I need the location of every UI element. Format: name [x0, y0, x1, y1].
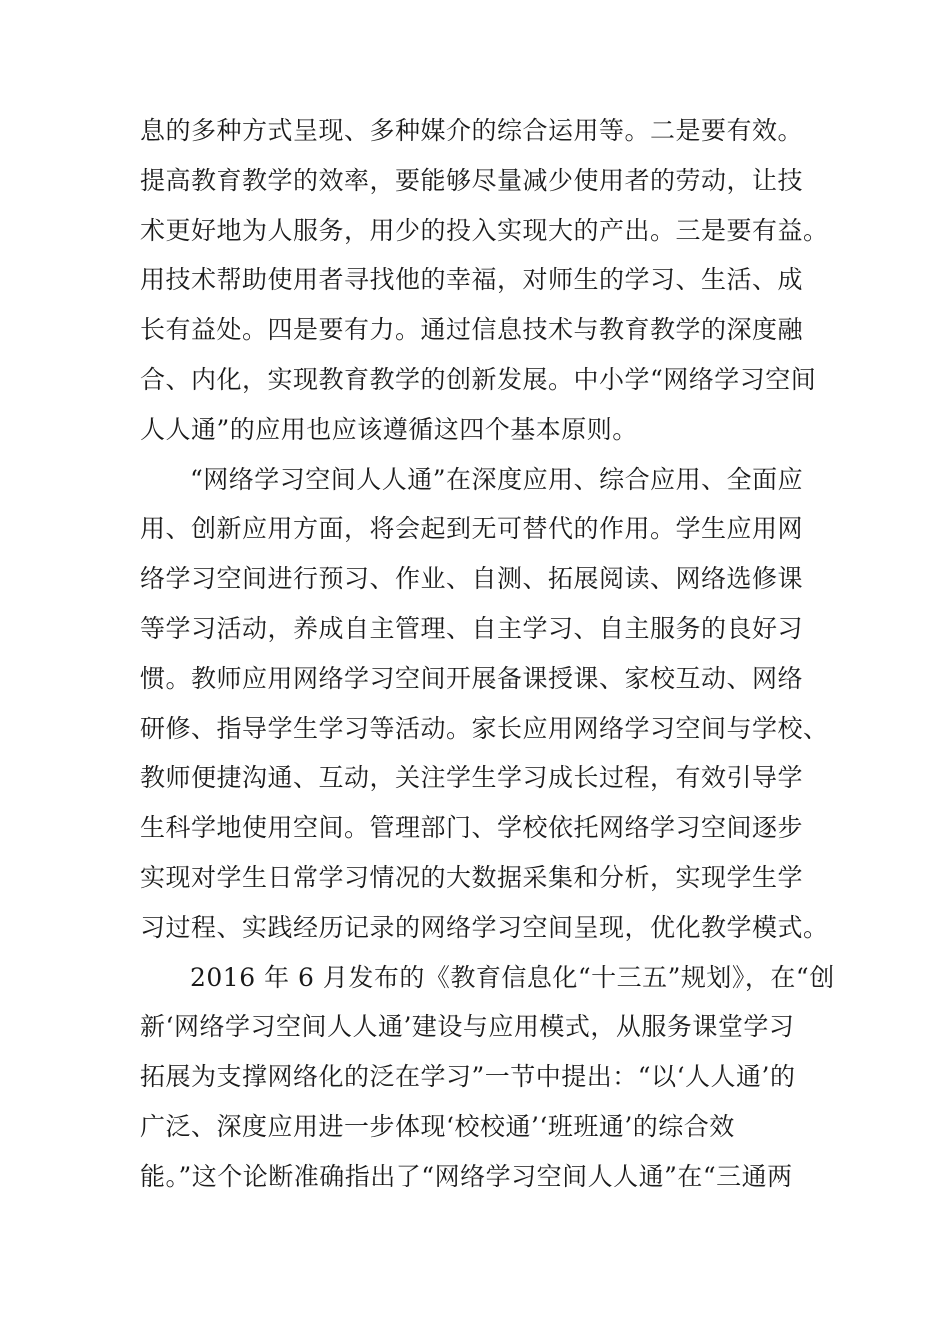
text-line: 合、内化，实现教育教学的创新发展。中小学“网络学习空间 [140, 364, 817, 394]
text-line: 研修、指导学生学习等活动。家长应用网络学习空间与学校、 [140, 713, 829, 743]
text-line: 术更好地为人服务，用少的投入实现大的产出。三是要有益。 [140, 215, 829, 245]
text-line: 提高教育教学的效率，要能够尽量减少使用者的劳动，让技 [140, 165, 804, 195]
text-line: 广泛、深度应用进一步体现‘校校通’‘班班通’的综合效 [140, 1111, 735, 1141]
text-line: 教师便捷沟通、互动，关注学生学习成长过程，有效引导学 [140, 763, 804, 793]
text-line: 新‘网络学习空间人人通’建设与应用模式，从服务课堂学习 [140, 1012, 795, 1042]
paragraph-first-line: “网络学习空间人人通”在深度应用、综合应用、全面应 [190, 464, 804, 494]
text-line: 等学习活动，养成自主管理、自主学习、自主服务的良好习 [140, 613, 804, 643]
text-line: 实现对学生日常学习情况的大数据采集和分析，实现学生学 [140, 862, 804, 892]
text-line: 人人通”的应用也应该遵循这四个基本原则。 [140, 414, 638, 444]
text-line: 络学习空间进行预习、作业、自测、拓展阅读、网络选修课 [140, 564, 804, 594]
text-line: 息的多种方式呈现、多种媒介的综合运用等。二是要有效。 [140, 116, 804, 145]
text-line: 拓展为支撑网络化的泛在学习”一节中提出：“以‘人人通’的 [140, 1062, 796, 1092]
text-line: 习过程、实践经历记录的网络学习空间呈现，优化教学模式。 [140, 912, 829, 942]
text-line: 惯。教师应用网络学习空间开展备课授课、家校互动、网络 [140, 663, 804, 693]
text-line: 能。”这个论断准确指出了“网络学习空间人人通”在“三通两 [140, 1161, 793, 1191]
text-line: 长有益处。四是要有力。通过信息技术与教育教学的深度融 [140, 315, 804, 345]
text-line: 用技术帮助使用者寻找他的幸福，对师生的学习、生活、成 [140, 265, 804, 295]
text-line: 生科学地使用空间。管理部门、学校依托网络学习空间逐步 [140, 813, 804, 843]
text-line: 用、创新应用方面，将会起到无可替代的作用。学生应用网 [140, 514, 804, 544]
body-text [140, 106, 835, 1202]
paragraph-first-line: 2016 年 6 月发布的《教育信息化“十三五”规划》，在“创 [190, 962, 835, 992]
